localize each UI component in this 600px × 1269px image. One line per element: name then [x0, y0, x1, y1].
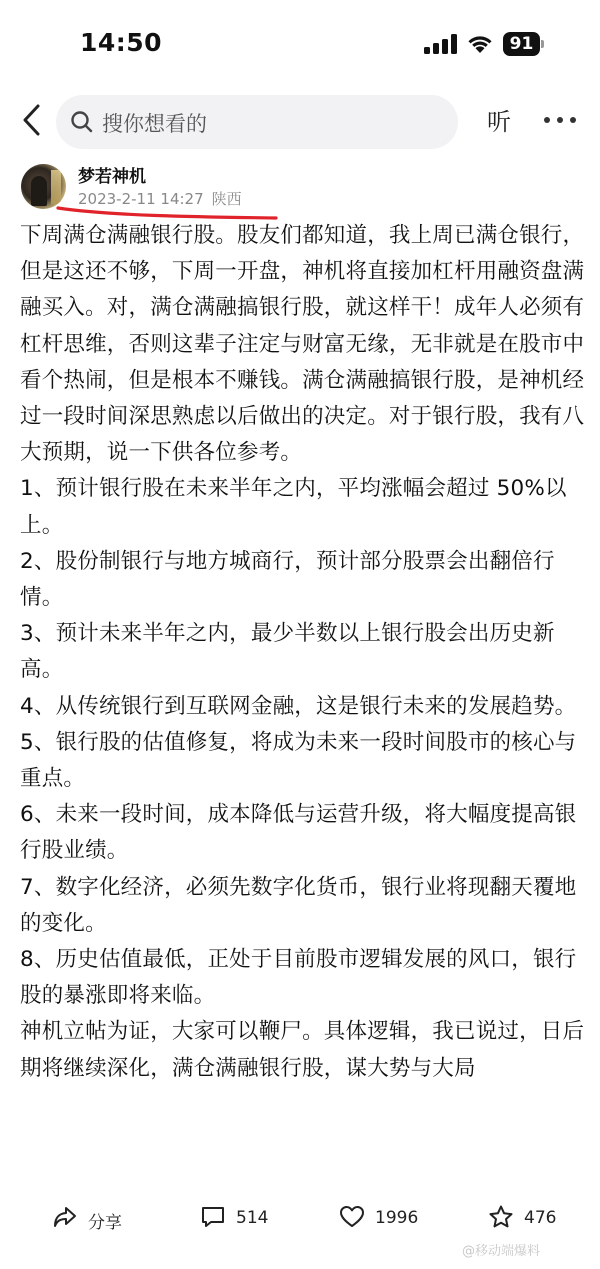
post-timestamp: 2023-2-11 14:27: [78, 190, 204, 208]
share-label: 分享: [88, 1213, 122, 1233]
heart-icon: [339, 1204, 365, 1230]
more-options-icon[interactable]: [544, 117, 576, 125]
favorite-count: 476: [524, 1208, 557, 1228]
post-paragraph: 下周满仓满融银行股。股友们都知道，我上周已满仓银行，但是这还不够，下周一开盘，神机将直接加杠杆用融资盘满融买入。对，满仓满融搞银行股，就这样干！成年人必须有杠杆思维，否则这辈子注定与财富无缘，无非就是在股市中看个热闹，但是根本不赚钱。满仓满融搞银行股，是神机经过一段时间深思熟虑以后做出的决定。对于银行股，我有八大预期，说一下供各位参考。: [20, 223, 585, 466]
share-button[interactable]: [52, 1204, 152, 1234]
post-location: 陕西: [211, 190, 242, 208]
search-placeholder: 搜你想看的: [102, 112, 207, 136]
status-time: 14:50: [80, 28, 163, 57]
post-paragraph: 神机立帖为证，大家可以鞭尸。具体逻辑，我已说过，日后期将继续深化，满仓满融银行股，谋大势与大局: [20, 1019, 585, 1081]
battery-indicator: [503, 32, 545, 56]
share-icon: [52, 1204, 78, 1230]
author-name[interactable]: 梦若神机: [78, 167, 146, 187]
nav-bar: [0, 88, 600, 154]
wifi-icon: [466, 32, 494, 54]
post-body: [20, 218, 585, 1192]
like-count: 1996: [375, 1208, 419, 1228]
post-paragraph: 3、预计未来半年之内，最少半数以上银行股会出历史新高。: [20, 621, 555, 683]
comment-count: 514: [236, 1208, 269, 1228]
bottom-action-bar: [0, 1190, 600, 1269]
post-paragraph: 2、股份制银行与地方城商行，预计部分股票会出翻倍行情。: [20, 548, 555, 611]
search-icon: [70, 110, 94, 134]
search-input[interactable]: [56, 95, 458, 149]
battery-cap: [541, 40, 544, 48]
post-paragraph: 1、预计银行股在未来半年之内，平均涨幅会超过 50%以上。: [20, 476, 567, 538]
status-bar: [0, 0, 600, 88]
comment-icon: [200, 1204, 226, 1230]
post-paragraph: 7、数字化经济，必须先数字化货币，银行业将现翻天覆地的变化。: [20, 874, 577, 936]
post-paragraph: 4、从传统银行到互联网金融，这是银行未来的发展趋势。: [20, 693, 577, 719]
post-paragraph: 8、历史估值最低，正处于目前股市逻辑发展的风口，银行股的暴涨即将来临。: [20, 947, 577, 1009]
like-button[interactable]: [339, 1204, 439, 1234]
back-arrow-icon[interactable]: [18, 102, 46, 138]
battery-level: 91: [503, 32, 540, 56]
comment-button[interactable]: [200, 1204, 290, 1234]
star-icon: [488, 1204, 514, 1230]
post-paragraph: 6、未来一段时间，成本降低与运营升级，将大幅度提高银行股业绩。: [20, 802, 577, 864]
watermark: @移动端爆料: [462, 1244, 541, 1259]
listen-button[interactable]: 听: [487, 108, 511, 136]
favorite-button[interactable]: [488, 1204, 578, 1234]
cellular-signal-icon: [424, 34, 458, 54]
post-paragraph: 5、银行股的估值修复，将成为未来一段时间股市的核心与重点。: [20, 729, 577, 792]
